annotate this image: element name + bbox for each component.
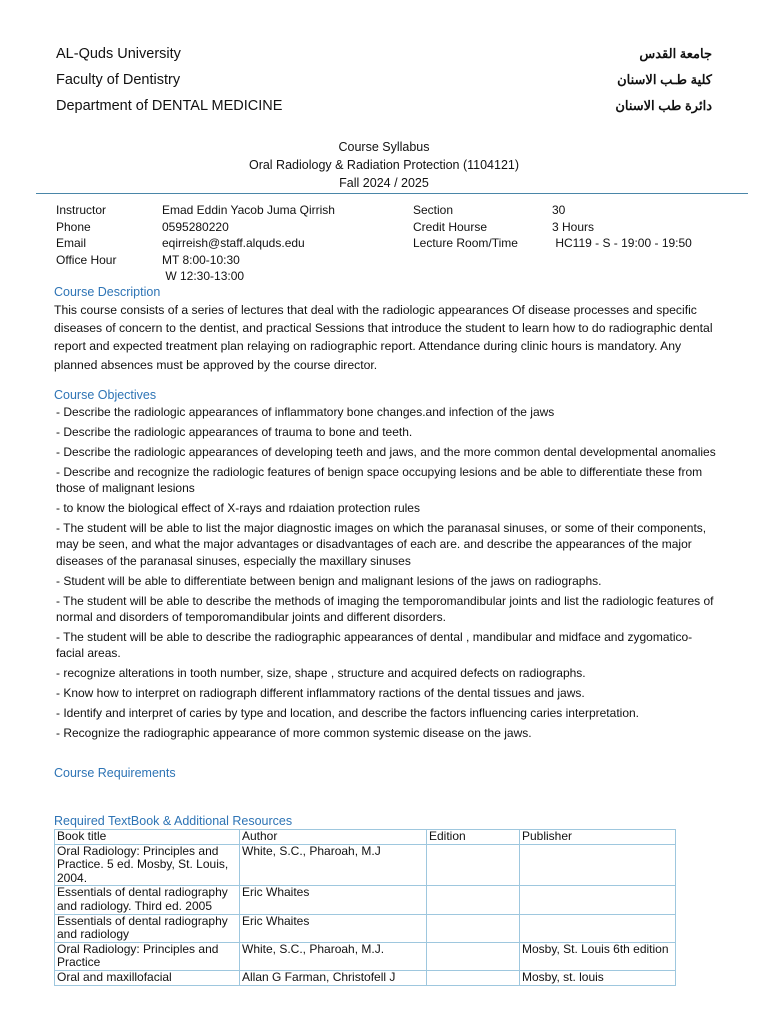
list-item: - recognize alterations in tooth number, size, shape , structure and acquired defects on radiographs. [56, 666, 586, 681]
textbooks-heading: Required TextBook & Additional Resources [54, 814, 293, 828]
faculty-name-en: Faculty of Dentistry [56, 72, 181, 88]
table-cell [427, 914, 520, 942]
table-cell: Oral Radiology: Principles and Practice. 5 ed. Mosby, St. Louis, 2004. [55, 844, 240, 886]
university-name-ar: جامعة القدس [639, 46, 712, 61]
title-line-2: Oral Radiology & Radiation Protection (1104121) [248, 158, 520, 172]
university-name-en: AL-Quds University [56, 46, 181, 62]
column-header: Edition [427, 830, 520, 845]
info-left-values [162, 202, 335, 285]
column-header: Author [240, 830, 427, 845]
objectives-list [56, 404, 716, 745]
title-divider [36, 193, 748, 194]
table-cell: Oral and maxillofacial [55, 970, 240, 985]
table-cell: Essentials of dental radiography and radiology [55, 914, 240, 942]
column-header: Publisher [520, 830, 676, 845]
instructor-name: Emad Eddin Yacob Juma Qirrish [162, 203, 335, 217]
department-name-ar: دائرة طب الاسنان [615, 98, 712, 113]
list-item: - Describe the radiologic appearances of inflammatory bone changes.and infection of the jaws [56, 405, 555, 419]
office-hour-1: MT 8:00-10:30 [162, 252, 240, 267]
label-lecture-room: Lecture Room/Time [413, 236, 518, 250]
table-cell [520, 914, 676, 942]
table-cell [427, 886, 520, 914]
label-credit-hours: Credit Hourse [413, 219, 488, 234]
column-header: Book title [55, 830, 240, 845]
list-item: - The student will be able to describe the radiographic appearances of dental , mandibular and midface and zygomatico-facial areas. [56, 629, 693, 661]
table-cell: Mosby, St. Louis 6th edition [520, 942, 676, 970]
list-item: - Describe and recognize the radiologic features of benign space occupying lesions and be able to differentiate these from those of malignant lesions [56, 465, 703, 496]
faculty-name-ar: كلية طـب الاسنان [617, 72, 712, 87]
table-cell: White, S.C., Pharoah, M.J. [240, 942, 427, 970]
objectives-heading: Course Objectives [54, 388, 157, 402]
list-item: - to know the biological effect of X-rays and rdaiation protection rules [56, 501, 420, 516]
table-cell: Eric Whaites [240, 914, 427, 942]
table-cell: Oral Radiology: Principles and Practice [55, 942, 240, 970]
label-phone: Phone [56, 219, 91, 234]
info-right-values [552, 202, 692, 252]
section-value: 30 [552, 203, 566, 217]
description-heading: Course Description [54, 285, 161, 299]
info-right-labels [413, 202, 518, 252]
table-cell [427, 942, 520, 970]
list-item: - Student will be able to differentiate between benign and malignant lesions of the jaws on radiographs. [56, 573, 602, 588]
table-cell: White, S.C., Pharoah, M.J [240, 844, 427, 886]
list-item: - Recognize the radiographic appearance of more common systemic disease on the jaws. [56, 726, 532, 741]
lecture-room-value: HC119 - S - 19:00 - 19:50 [552, 236, 692, 250]
list-item: - Describe the radiologic appearances of trauma to bone and teeth. [56, 425, 413, 439]
table-header-row [55, 830, 676, 845]
email-address: eqirreish@staff.alquds.edu [162, 236, 305, 250]
department-name-en: Department of DENTAL MEDICINE [56, 98, 283, 114]
info-left-labels [56, 202, 116, 268]
title-line-3: Fall 2024 / 2025 [339, 176, 429, 190]
requirements-heading: Course Requirements [54, 766, 176, 780]
table-row [55, 970, 676, 985]
label-email: Email [56, 236, 87, 250]
label-instructor: Instructor [56, 203, 107, 217]
table-cell [427, 970, 520, 985]
table-row [55, 844, 676, 886]
table-row [55, 886, 676, 914]
list-item: - Identify and interpret of caries by type and location, and describe the factors influencing caries interpretation. [56, 706, 639, 721]
table-cell [427, 844, 520, 886]
list-item: - The student will be able to list the major diagnostic images on which the paranasal sinuses, or some of their components, may be seen, and what the major advantages or disadvantages of each are. and describe the appearances of the major diseases of the paranasal sinuses, especially the maxillary sinuses [56, 521, 707, 568]
list-item: - Describe the radiologic appearances of developing teeth and jaws, and the more common dental developmental anomalies [56, 445, 716, 459]
table-row [55, 942, 676, 970]
table-cell [520, 886, 676, 914]
textbooks-table [54, 829, 676, 986]
credit-hours-value: 3 Hours [552, 219, 595, 234]
description-text: This course consists of a series of lectures that deal with the radiologic appearances Of disease processes and specific diseases of concern to the dentist, and practical Sessions that introduce the student to learn how to do radiographic dental report and expected treatment plan relaying on radiographic report. Attendance during clinic hours is mandatory. Any planned absences must be approved by the course director. [54, 303, 713, 372]
table-cell: Allan G Farman, Christofell J [240, 970, 427, 985]
table-cell: Mosby, st. louis [520, 970, 676, 985]
label-section: Section [413, 203, 454, 217]
table-cell: Eric Whaites [240, 886, 427, 914]
list-item: - Know how to interpret on radiograph different inflammatory ractions of the dental tissues and jaws. [56, 686, 585, 701]
label-office-hour: Office Hour [56, 252, 117, 267]
title-line-1: Course Syllabus [338, 140, 430, 154]
document-title [0, 138, 768, 192]
phone-number: 0595280220 [162, 219, 229, 234]
table-cell: Essentials of dental radiography and radiology. Third ed. 2005 [55, 886, 240, 914]
table-row [55, 914, 676, 942]
table-cell [520, 844, 676, 886]
office-hour-2: W 12:30-13:00 [162, 269, 245, 283]
list-item: - The student will be able to describe the methods of imaging the temporomandibular joints and list the radiologic features of normal and disorders of temporomandibular joints and different disorders. [56, 593, 714, 624]
